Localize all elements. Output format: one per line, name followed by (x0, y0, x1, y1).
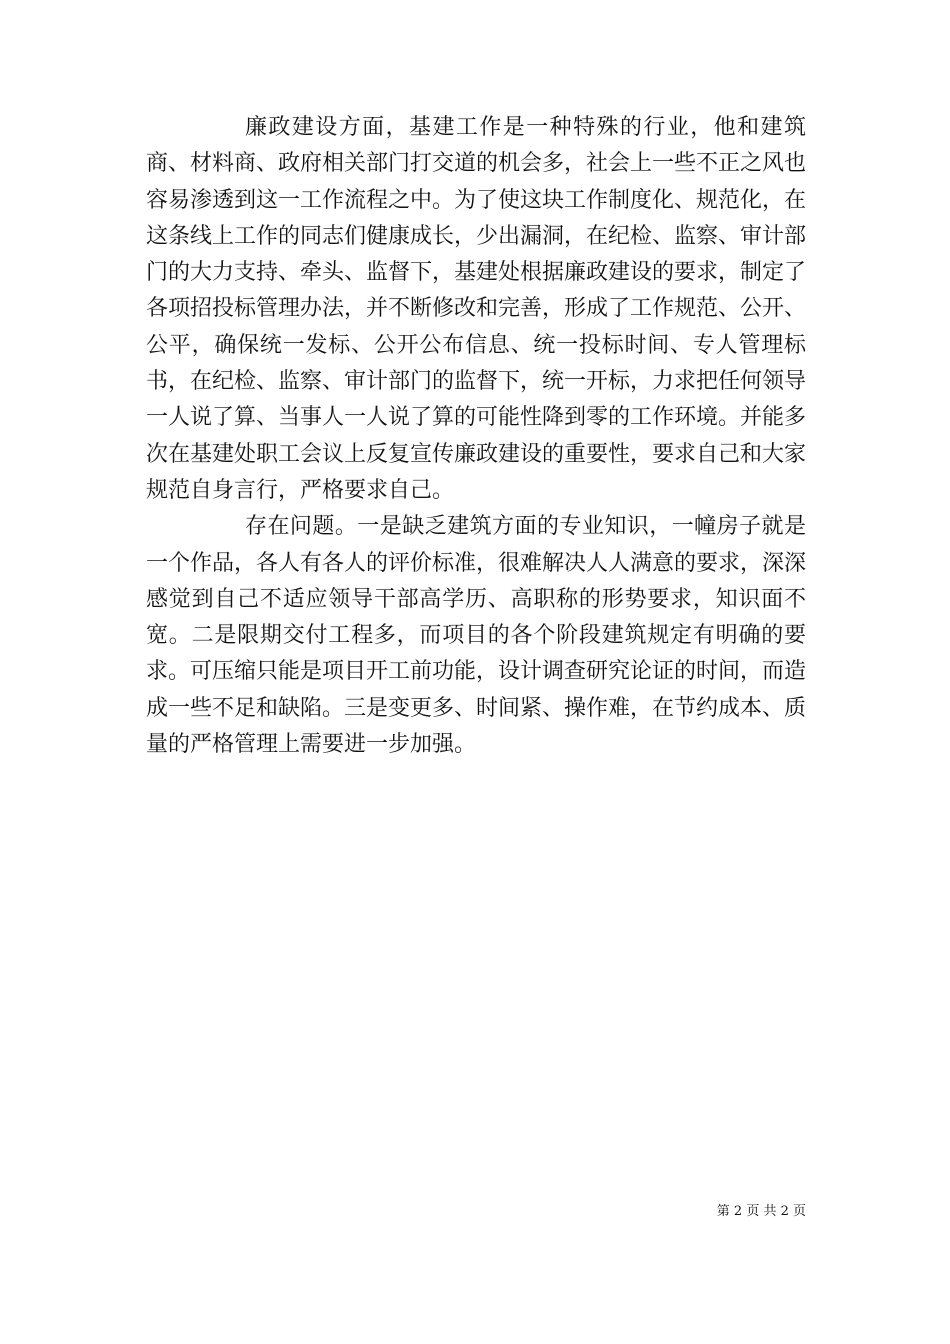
paragraph-problems: 存在问题。一是缺乏建筑方面的专业知识，一幢房子就是一个作品，各人有各人的评价标准，很难解决人人满意的要求，深深感觉到自己不适应领导干部高学历、高职称的形势要求，知识面不宽。二是限期交付工程多，而项目的各个阶段建筑规定有明确的要求。可压缩只能是项目开工前功能，设计调查研究论证的时间，而造成一些不足和缺陷。三是变更多、时间紧、操作难，在节约成本、质量的严格管理上需要进一步加强。 (146, 514, 807, 758)
paragraph-integrity: 廉政建设方面，基建工作是一种特殊的行业，他和建筑商、材料商、政府相关部门打交道的机会多，社会上一些不正之风也容易渗透到这一工作流程之中。为了使这块工作制度化、规范化，在这条线上工作的同志们健康成长，少出漏洞，在纪检、监察、审计部门的大力支持、牵头、监督下，基建处根据廉政建设的要求，制定了各项招投标管理办法，并不断修改和完善，形成了工作规范、公开、公平，确保统一发标、公开公布信息、统一投标时间、专人管理标书，在纪检、监察、审计部门的监督下，统一开标，力求把任何领导一人说了算、当事人一人说了算的可能性降到零的工作环境。并能多次在基建处职工会议上反复宣传廉政建设的重要性，要求自己和大家规范自身言行，严格要求自己。 (146, 115, 807, 503)
page-footer: 第 2 页 共 2 页 (716, 1204, 806, 1219)
document-body (146, 110, 806, 763)
